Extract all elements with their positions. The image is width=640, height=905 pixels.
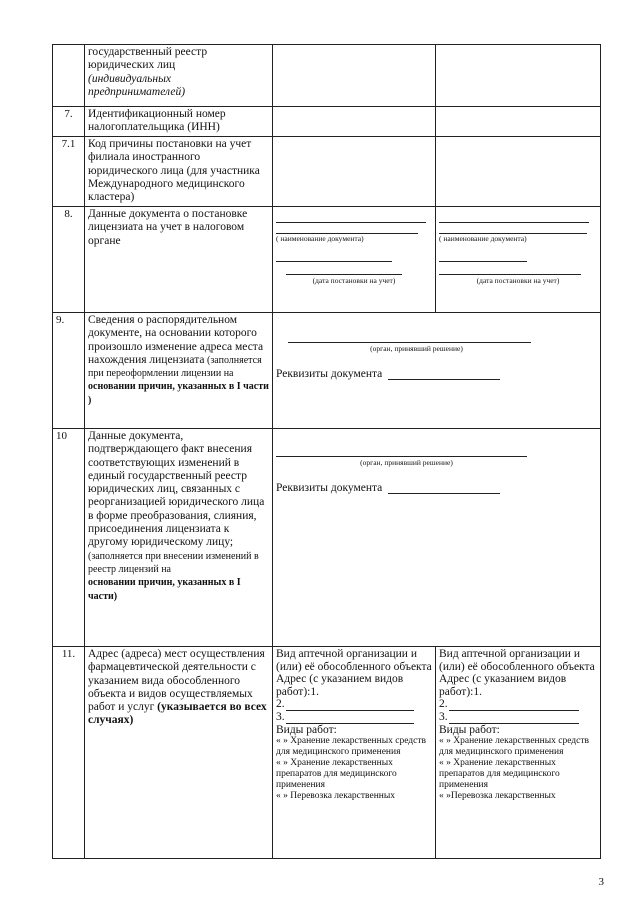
row-7-num: 7. (53, 107, 85, 137)
addr-num: 3. (439, 710, 448, 723)
rekv-label: Реквизиты документа (276, 368, 383, 380)
work-option-storage-means[interactable]: « » Хранение лекарственных средств для медицинского применения (439, 736, 589, 758)
work-option-storage-preparations[interactable]: « » Хранение лекарственных препаратов для медицинского применения (276, 758, 397, 791)
row-9 (53, 313, 601, 429)
row-7-1-num: 7.1 (53, 137, 85, 207)
row-10-label-note: (заполняется при внесении изменений в реестр лицензий на (88, 550, 259, 575)
organ-line[interactable] (288, 342, 531, 343)
work-option-storage-preparations[interactable]: « » Хранение лекарственных препаратов для медицинского применения (439, 758, 560, 791)
works-label: Виды работ: (439, 723, 500, 736)
row-10-num: 10 (53, 429, 85, 647)
row-11-value-right[interactable] (436, 647, 601, 859)
row-7 (53, 107, 601, 137)
reg-date-line[interactable] (286, 274, 402, 275)
row-6-value-left[interactable] (273, 45, 436, 107)
row-8-value-right[interactable] (436, 207, 601, 313)
addr-line-3[interactable] (439, 711, 597, 724)
addr-num: 2. (276, 698, 285, 711)
doc-name-line[interactable] (439, 222, 589, 223)
rekv-label: Реквизиты документа (276, 482, 383, 494)
addr-line-1[interactable] (276, 673, 432, 698)
row-7-1-label: Код причины постановки на учет филиала иностранного юридического лица (для участника Международного медицинского кластера) (85, 137, 273, 207)
organ-caption: (орган, принявший решение) (370, 344, 463, 353)
reg-date-caption: (дата постановки на учет) (476, 276, 560, 285)
row-11-value-left[interactable] (273, 647, 436, 859)
addr-label: Адрес (с указанием видов работ):1. (276, 673, 404, 698)
row-6-value-right[interactable] (436, 45, 601, 107)
doc-name-caption: ( наименование документа) (276, 234, 364, 243)
row-6-label-line: предпринимателей) (88, 85, 186, 98)
row-8-num: 8. (53, 207, 85, 313)
work-option-transport[interactable]: « »Перевозка лекарственных (439, 791, 556, 802)
row-9-label-note: (заполняется при переоформлении лицензии на (88, 354, 262, 380)
reg-date-line[interactable] (439, 261, 527, 262)
addr-line-2[interactable] (276, 698, 432, 711)
row-11-label (85, 647, 273, 859)
reg-date-caption: (дата постановки на учет) (312, 276, 396, 285)
row-6-num (53, 45, 85, 107)
row-8-value-left[interactable] (273, 207, 436, 313)
doc-name-line[interactable] (276, 222, 426, 223)
organ-caption: (орган, принявший решение) (360, 458, 453, 467)
row-11-label-bold: (указывается во всех случаях) (88, 701, 267, 727)
row-9-label-bold: основании причин, указанных в I части ) (88, 381, 269, 406)
org-type-label: Вид аптечной организации и (или) её обособленного объекта (276, 648, 432, 673)
work-option-transport[interactable]: « » Перевозка лекарственных (276, 791, 395, 802)
row-7-label: Идентификационный номер налогоплательщика (ИНН) (85, 107, 273, 137)
addr-num: 3. (276, 710, 285, 723)
organ-line[interactable] (276, 456, 527, 457)
row-9-value[interactable] (273, 313, 601, 429)
reg-date-line[interactable] (276, 261, 392, 262)
row-6-label (85, 45, 273, 107)
addr-num: 2. (439, 698, 448, 711)
row-7-1-value-left[interactable] (273, 137, 436, 207)
row-8-label: Данные документа о постановке лицензиата на учет в налоговом органе (85, 207, 273, 313)
row-9-label (85, 313, 273, 429)
addr-line-3[interactable] (276, 711, 432, 724)
row-7-1-value-right[interactable] (436, 137, 601, 207)
doc-name-caption: ( наименование документа) (439, 234, 527, 243)
addr-label: Адрес (с указанием видов работ):1. (439, 673, 567, 698)
rekv-input-line[interactable] (388, 367, 500, 380)
row-7-value-right[interactable] (436, 107, 601, 137)
row-11-label-main: Адрес (адреса) мест осуществления фармацевтической деятельности с указанием вида обособленного объекта и видов осуществляемых работ и услуг (88, 648, 265, 714)
work-option-storage-means[interactable]: « » Хранение лекарственных средств для медицинского применения (276, 736, 426, 758)
works-label: Виды работ: (276, 723, 337, 736)
row-9-label-main: Сведения о распорядительном документе, на основании которого произошло изменение адреса места нахождения лицензиата (88, 314, 264, 366)
license-form-table (52, 44, 601, 859)
addr-line-1[interactable] (439, 673, 597, 698)
row-10-label-bold: основании причин, указанных в I части) (88, 577, 241, 602)
row-7-1 (53, 137, 601, 207)
rekv-row (276, 481, 597, 494)
row-6-label-line: государственный реестр (88, 46, 208, 58)
addr-line-2[interactable] (439, 698, 597, 711)
row-6 (53, 45, 601, 107)
rekv-input-line[interactable] (388, 481, 500, 494)
row-8 (53, 207, 601, 313)
row-7-value-left[interactable] (273, 107, 436, 137)
row-6-label-line: юридических лиц (88, 59, 176, 72)
reg-date-line[interactable] (439, 274, 581, 275)
rekv-row (276, 367, 597, 380)
row-11 (53, 647, 601, 859)
row-6-label-line: (индивидуальных (88, 72, 171, 85)
row-10 (53, 429, 601, 647)
row-9-num: 9. (53, 313, 85, 429)
row-10-label-main: Данные документа, подтверждающего факт внесения соответствующих изменений в единый государственный реестр юридических лиц, связанных с реорганизацией юридического лица в форме преобразования, слияния, присоединения лицензиата к другому юридическому лицу; (88, 430, 265, 549)
row-10-value[interactable] (273, 429, 601, 647)
org-type-label: Вид аптечной организации и (или) её обособленного объекта (439, 648, 595, 673)
row-11-num: 11. (53, 647, 85, 859)
page-number: 3 (598, 876, 604, 888)
row-10-label (85, 429, 273, 647)
